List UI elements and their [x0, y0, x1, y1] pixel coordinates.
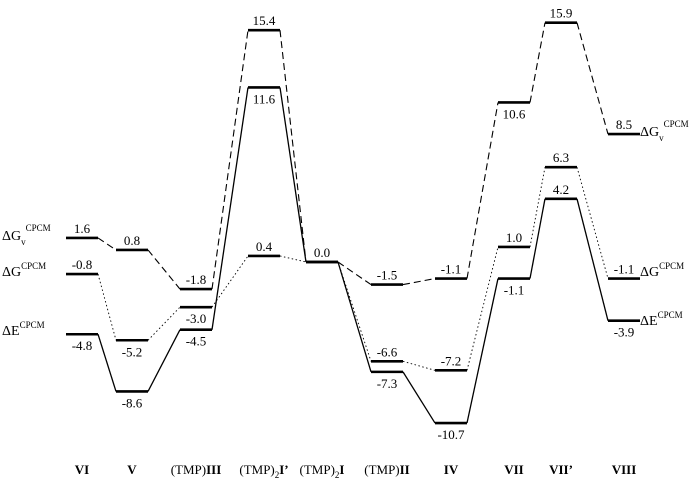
de-series-label-right: $\Delta E^{CPCM}$ [640, 310, 683, 329]
dg-value-label: 0.4 [255, 238, 273, 254]
state-label: VII [504, 462, 524, 477]
de-connector [98, 334, 116, 391]
dgv-value-label: 0.8 [123, 232, 141, 248]
dgv-value-label: 10.6 [502, 106, 526, 122]
dgv-value-label: -1.1 [440, 261, 462, 277]
state-label: (TMP)II [364, 462, 410, 477]
de-connector [530, 199, 545, 279]
dg-connector [98, 274, 116, 340]
de-series-label-left: $\Delta E^{CPCM}$ [2, 320, 45, 339]
de-connector [212, 87, 248, 329]
dgv-series-label-right: $\Delta G_v^{CPCM}$ [640, 119, 689, 143]
de-value-label: -1.1 [503, 282, 525, 298]
de-value-label: -10.7 [437, 427, 465, 443]
de-connector [338, 262, 371, 372]
dg-connector [403, 361, 435, 370]
connector-lines [98, 23, 608, 423]
de-value-label: -4.8 [71, 338, 93, 354]
dg-value-label: -3.0 [185, 311, 207, 327]
dgv-value-label: -1.8 [185, 272, 207, 288]
dgv-value-label: 15.4 [252, 13, 276, 29]
de-value-label: -3.9 [613, 324, 635, 340]
dgv-connector [403, 279, 435, 285]
state-labels [75, 462, 637, 480]
dg-connector [212, 256, 248, 307]
de-connector [148, 330, 180, 392]
de-value-label: 4.2 [552, 181, 570, 197]
dg-value-label: -6.6 [376, 344, 398, 360]
dgv-connector [280, 30, 306, 262]
dg-value-label: -5.2 [121, 344, 143, 360]
dg-value-label: -1.1 [613, 261, 635, 277]
state-label: (TMP)III [170, 462, 222, 477]
dgv-value-label: 15.9 [549, 5, 573, 21]
state-label: IV [443, 462, 459, 477]
dg-connector [148, 307, 180, 340]
dgv-series-label-left: $\Delta G_v^{CPCM}$ [2, 223, 51, 247]
de-connector [280, 87, 306, 262]
state-label: VI [74, 462, 90, 477]
dg-value-label: -0.8 [71, 257, 93, 273]
dgv-connector [530, 23, 545, 103]
dgv-value-label: 1.6 [73, 220, 91, 236]
dgv-connector [212, 30, 248, 289]
de-connector [577, 199, 608, 321]
dgv-connector [338, 262, 371, 285]
dg-value-label: 1.0 [505, 229, 523, 245]
de-value-label: 11.6 [252, 91, 276, 107]
energy-levels [66, 23, 640, 423]
state-label: $(TMP)_2I$ [299, 462, 345, 480]
dg-series-label-left: $\Delta G^{CPCM}$ [2, 261, 47, 280]
state-label: VIII [611, 462, 637, 477]
state-label: $(TMP)_2I$’ [239, 462, 289, 480]
de-value-label: -4.5 [185, 333, 207, 349]
series-labels [2, 119, 689, 339]
state-label: V [127, 462, 137, 477]
dgv-value-label: 8.5 [615, 117, 633, 133]
dg-value-label: -7.2 [440, 353, 462, 369]
dg-series-label-right: $\Delta G^{CPCM}$ [640, 261, 685, 280]
de-value-label: -7.3 [376, 375, 398, 391]
dgv-connector [467, 102, 498, 278]
dgv-value-label: -1.5 [376, 267, 398, 283]
dg-connector [530, 167, 545, 247]
dgv-connector [148, 250, 180, 289]
dgv-connector [577, 23, 608, 134]
dgv-value-label: 0.0 [313, 245, 331, 260]
dgv-connector [98, 238, 116, 250]
dg-value-label: 6.3 [552, 150, 570, 166]
dg-connector [280, 256, 306, 262]
de-value-label: -8.6 [121, 395, 143, 411]
state-label: VII’ [549, 462, 573, 477]
de-connector [403, 372, 435, 423]
